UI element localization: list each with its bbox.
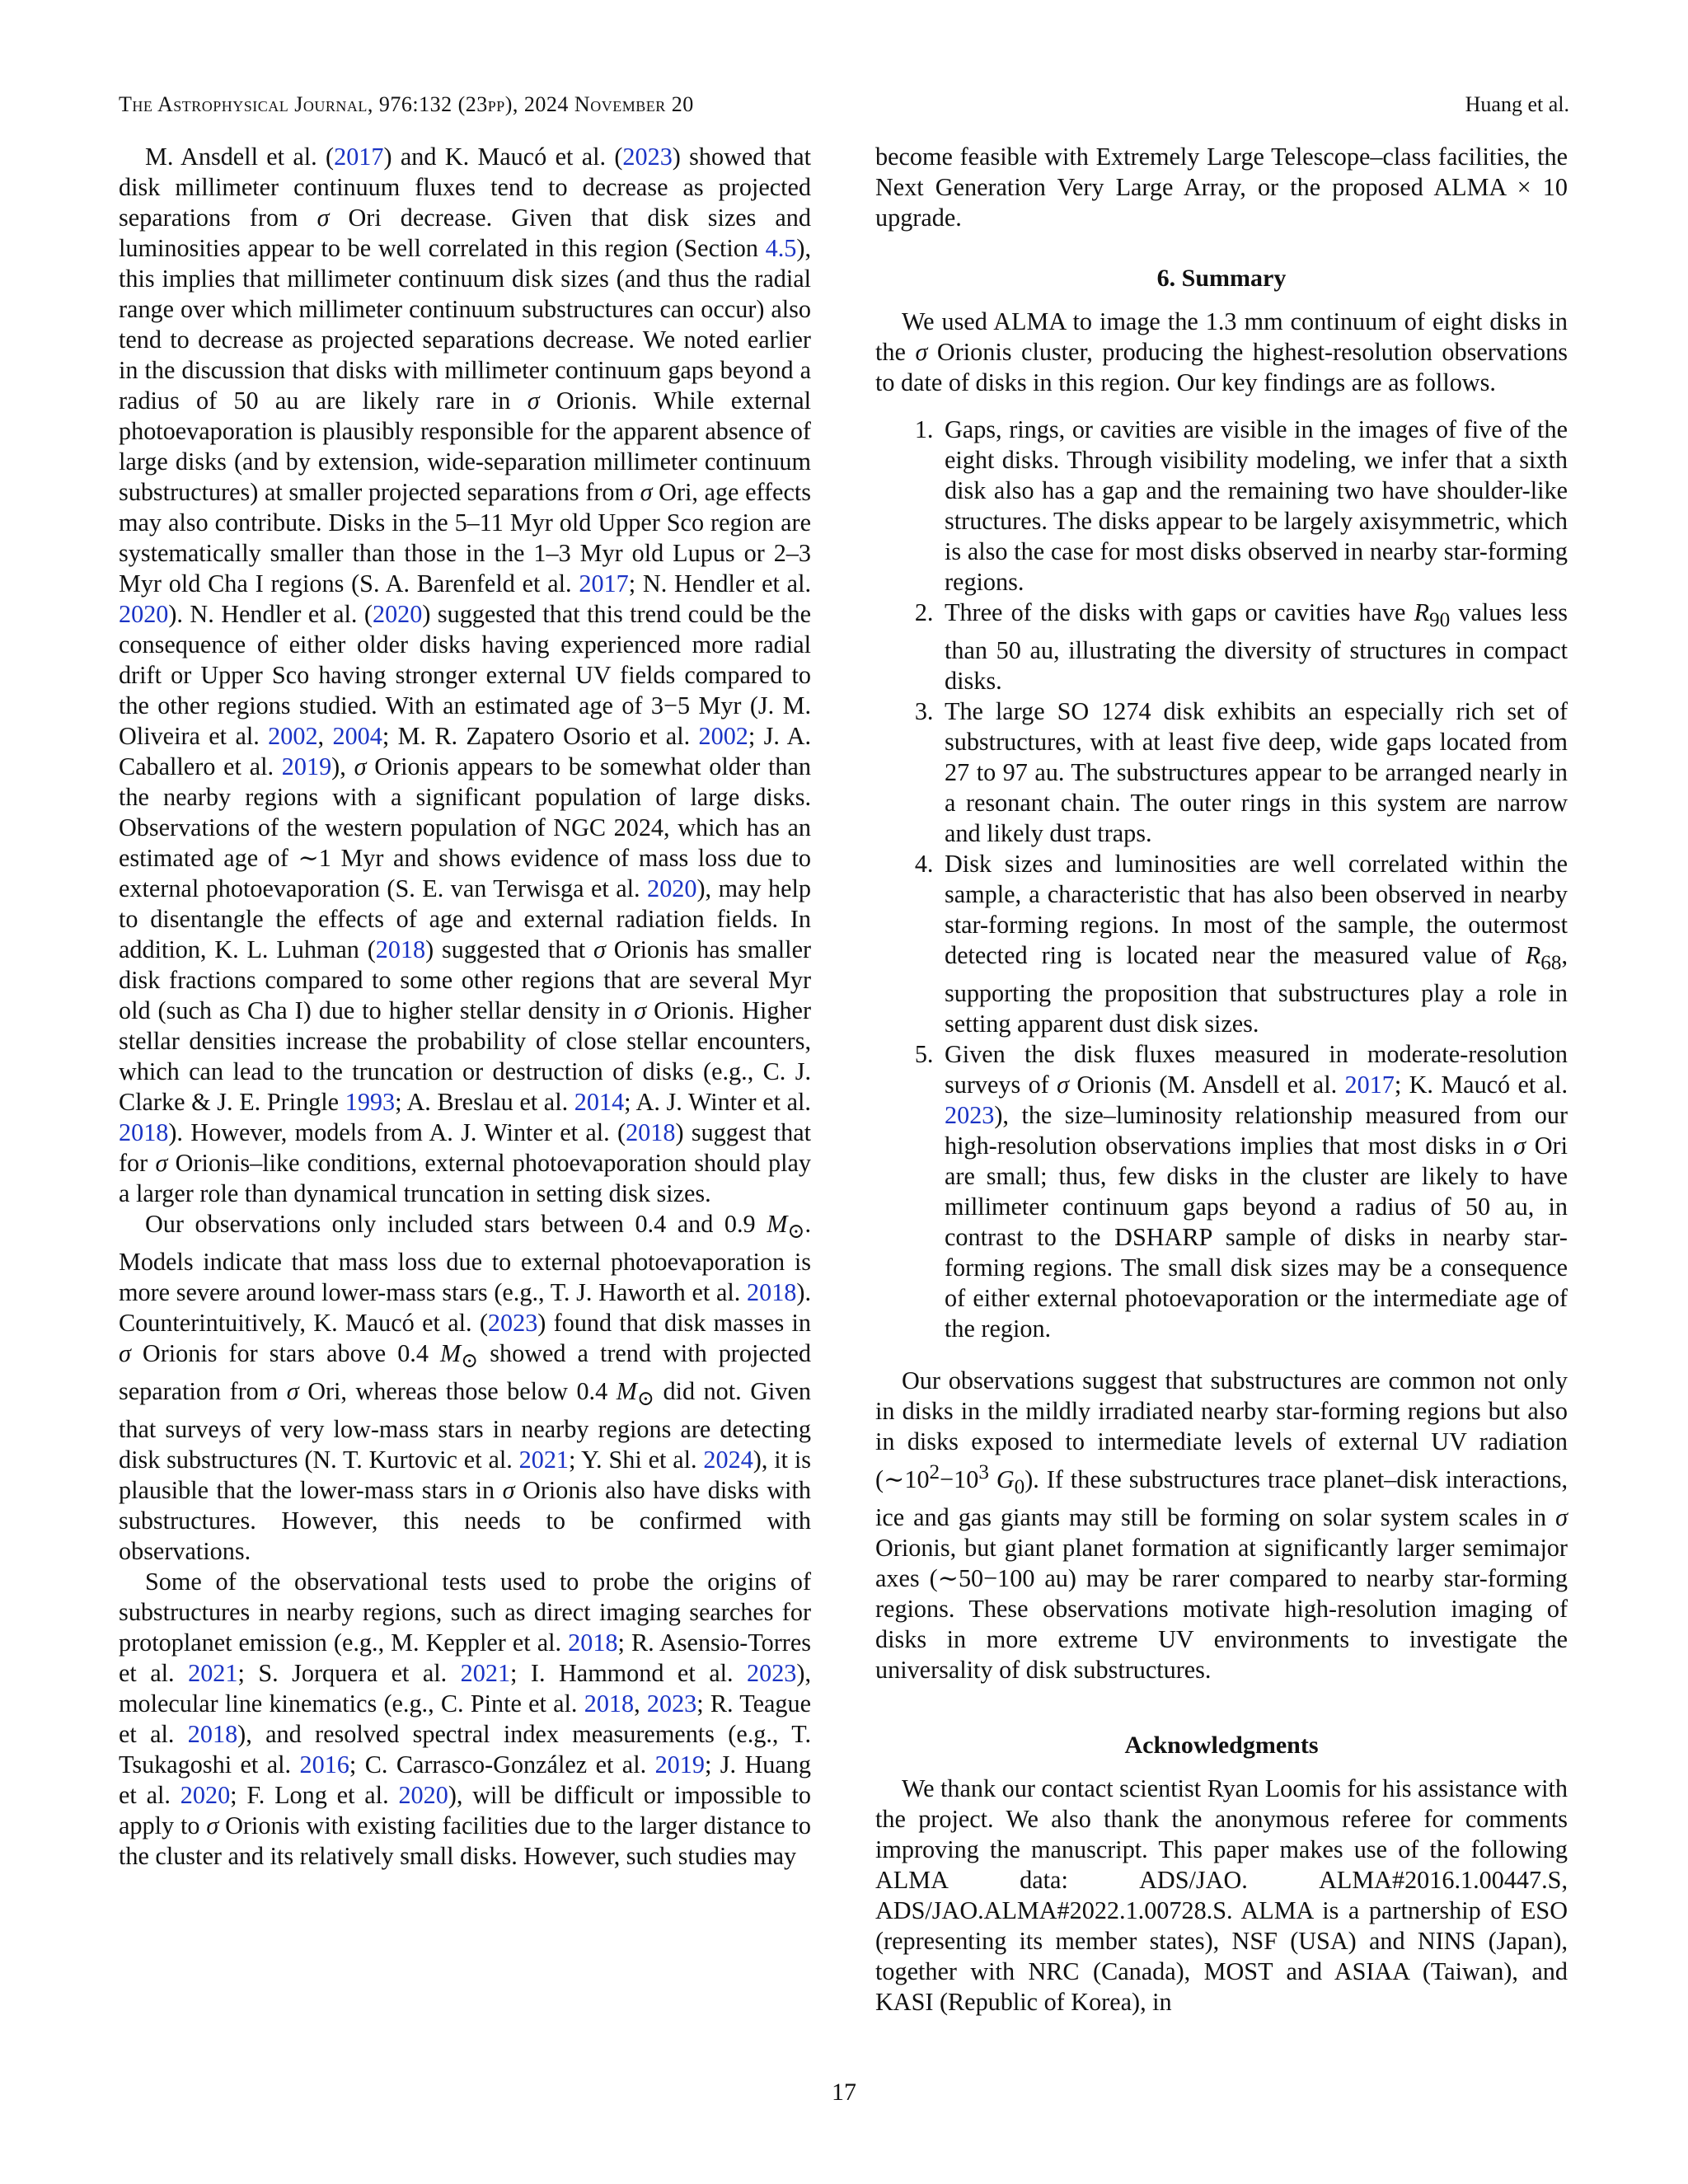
citation-link[interactable]: 2018 — [747, 1278, 797, 1307]
citation-link[interactable]: 2021 — [188, 1659, 238, 1688]
paragraph: become feasible with Extremely Large Telescope–class facilities, the Next Generation Very Large Array, or the proposed ALMA × 10 upgrade. — [875, 143, 1568, 232]
citation-link[interactable]: 2023 — [487, 1309, 538, 1338]
list-item: 5. Given the disk fluxes measured in moderate-resolution surveys of σ Orionis (M. Ansdell et al. 2017; K. Maucó et al. 2023), the size–luminosity relationship measured from our high-resolution observations implies that most disks in σ Ori are small; thus, few disks in the cluster are likely to have millimeter continuum gaps beyond a radius of 50 au, in contrast to the DSHARP sample of disks in nearby star-forming regions. The small disk sizes may be a consequence of either external photoevaporation or the intermediate age of the region. — [940, 1039, 1568, 1344]
citation-link[interactable]: 2017 — [334, 143, 384, 171]
citation-link[interactable]: 2002 — [268, 722, 318, 750]
citation-link[interactable]: 2024 — [703, 1446, 753, 1474]
citation-link[interactable]: 2020 — [372, 600, 423, 628]
citation-link[interactable]: 2023 — [945, 1101, 995, 1130]
citation-link[interactable]: 2017 — [1344, 1071, 1395, 1099]
citation-link[interactable]: 2023 — [646, 1690, 697, 1718]
citation-link[interactable]: 2021 — [460, 1659, 511, 1688]
citation-link[interactable]: 2017 — [579, 569, 629, 598]
section-heading-summary: 6. Summary — [1156, 265, 1287, 292]
citation-link[interactable]: 2018 — [584, 1690, 635, 1718]
citation-link[interactable]: 2004 — [332, 722, 382, 750]
list-item: 1. Gaps, rings, or cavities are visible in the images of five of the eight disks. Through visibility modeling, we infer that a sixth disk also has a gap and the remaining two have shoulder-like structures. The disks appear to be largely axisymmetric, which is also the case for most disks observed in nearby star-forming regions. — [940, 415, 1568, 598]
citation-link[interactable]: 2014 — [574, 1088, 625, 1116]
citation-link[interactable]: 2018 — [568, 1629, 618, 1657]
list-item: 2. Three of the disks with gaps or cavities have $R_{90}$ values less than 50 au, illustrating the diversity of structures in compact disks. — [940, 598, 1568, 696]
list-item: 4. Disk sizes and luminosities are well correlated within the sample, a characteristic that has also been observed in nearby star-forming regions. In most of the sample, the outermost detected ring is located near the measured value of $R_{68}$, supporting the proposition that substructures play a role in setting apparent dust disk sizes. — [940, 849, 1568, 1039]
list-item: 3. The large SO 1274 disk exhibits an especially rich set of substructures, with at least five deep, wide gaps located from 27 to 97 au. The substructures appear to be arranged nearly in a resonant chain. The outer rings in this system are narrow and likely dust traps. — [940, 696, 1568, 849]
citation-link[interactable]: 2018 — [375, 935, 426, 963]
citation-link[interactable]: 2020 — [398, 1781, 448, 1810]
findings-list — [875, 415, 1568, 1344]
page-number: 17 — [832, 2079, 856, 2106]
citation-link[interactable]: 2020 — [647, 874, 697, 902]
left-column — [119, 142, 811, 1872]
paragraph: Our observations suggest that substructures are common not only in disks in the mildly irradiated nearby star-forming regions but also in disks exposed to intermediate levels of external UV radiation ($\sim 10^2-10^3$ $G_0$). If these substructures trace planet–disk interactions, ice and gas giants may still be forming on solar system scales in σ Orionis, but giant planet formation at significantly larger semimajor axes (∼50−100 au) may be rarer compared to nearby star-forming regions. These observations motivate high-resolution imaging of disks in more extreme UV environments to investigate the universality of disk substructures. — [875, 1366, 1568, 1685]
citation-link[interactable]: 2019 — [654, 1750, 705, 1779]
citation-link[interactable]: 2023 — [747, 1659, 797, 1688]
running-header — [119, 92, 1569, 125]
paragraph: Our observations only included stars between 0.4 and 0.9 $M_⊙$. Models indicate that mass loss due to external photoevaporation is more severe around lower-mass stars (e.g., T. J. Haworth et al. 2018). Counterintuitively, K. Maucó et al. (2023) found that disk masses in σ Orionis for stars above 0.4 $M_⊙$ showed a trend with projected separation from σ Ori, whereas those below 0.4 $M_⊙$ did not. Given that surveys of very low-mass stars in nearby regions are detecting disk substructures (N. T. Kurtovic et al. 2021; Y. Shi et al. 2024), it is plausible that the lower-mass stars in σ Orionis also have disks with substructures. However, this needs to be confirmed with observations. — [119, 1210, 812, 1566]
citation-link[interactable]: 2019 — [281, 752, 332, 780]
citation-link[interactable]: 2020 — [180, 1781, 231, 1810]
paragraph: Some of the observational tests used to probe the origins of substructures in nearby regions, such as direct imaging searches for protoplanet emission (e.g., M. Keppler et al. 2018; R. Asensio-Torres et al. 2021; S. Jorquera et al. 2021; I. Hammond et al. 2023), molecular line kinematics (e.g., C. Pinte et al. 2018, 2023; R. Teague et al. 2018), and resolved spectral index measurements (e.g., T. Tsukagoshi et al. 2016; C. Carrasco-González et al. 2019; J. Huang et al. 2020; F. Long et al. 2020), will be difficult or impossible to apply to σ Orionis with existing facilities due to the larger distance to the cluster and its relatively small disks. However, such studies may — [119, 1568, 812, 1871]
citation-link[interactable]: 2018 — [626, 1118, 676, 1146]
citation-link[interactable]: 2018 — [119, 1118, 169, 1146]
citation-link[interactable]: 2018 — [187, 1720, 238, 1749]
right-column — [875, 142, 1568, 2018]
citation-link[interactable]: 1993 — [345, 1088, 396, 1116]
running-authors: Huang et al. — [1465, 92, 1569, 116]
paragraph: We used ALMA to image the 1.3 mm continuum of eight disks in the σ Orionis cluster, producing the highest-resolution observations to date of disks in this region. Our key findings are as follows. — [875, 307, 1568, 396]
journal-citation: The Astrophysical Journal, 976:132 (23pp), 2024 November 20 — [119, 92, 694, 116]
citation-link[interactable]: 2023 — [622, 143, 673, 171]
section-link[interactable]: 4.5 — [765, 234, 797, 262]
citation-link[interactable]: 2021 — [518, 1446, 570, 1474]
citation-link[interactable]: 2016 — [299, 1750, 349, 1779]
citation-link[interactable]: 2020 — [119, 600, 169, 628]
section-heading-acknowledgments: Acknowledgments — [1124, 1732, 1319, 1760]
paragraph: We thank our contact scientist Ryan Loomis for his assistance with the project. We also thank the anonymous referee for comments improving the manuscript. This paper makes use of the following ALMA data: ADS/JAO. ALMA#2016.1.00447.S, ADS/JAO.ALMA#2022.1.00728.S. ALMA is a partnership of ESO (representing its member states), NSF (USA) and NINS (Japan), together with NRC (Canada), MOST and ASIAA (Taiwan), and KASI (Republic of Korea), in — [875, 1774, 1568, 2017]
paragraph: M. Ansdell et al. (2017) and K. Maucó et al. (2023) showed that disk millimeter continuum fluxes tend to decrease as projected separations from σ Ori decrease. Given that disk sizes and luminosities appear to be well correlated in this region (Section 4.5), this implies that millimeter continuum disk sizes (and thus the radial range over which millimeter continuum substructures can occur) also tend to decrease as projected separations decrease. We noted earlier in the discussion that disks with millimeter continuum gaps beyond a radius of 50 au are likely rare in σ Orionis. While external photoevaporation is plausibly responsible for the apparent absence of large disks (and by extension, wide-separation millimeter continuum substructures) at smaller projected separations from σ Ori, age effects may also contribute. Disks in the 5–11 Myr old Upper Sco region are systematically smaller than those in the 1–3 Myr old Lupus or 2–3 Myr old Cha I regions (S. A. Barenfeld et al. 2017; N. Hendler et al. 2020). N. Hendler et al. (2020) suggested that this trend could be the consequence of either older disks having experienced more radial drift or Upper Sco having stronger external UV fields compared to the other regions studied. With an estimated age of 3−5 Myr (J. M. Oliveira et al. 2002, 2004; M. R. Zapatero Osorio et al. 2002; J. A. Caballero et al. 2019), σ Orionis appears to be somewhat older than the nearby regions with a significant population of large disks. Observations of the western population of NGC 2024, which has an estimated age of ∼1 Myr and shows evidence of mass loss due to external photoevaporation (S. E. van Terwisga et al. 2020), may help to disentangle the effects of age and external radiation fields. In addition, K. L. Luhman (2018) suggested that σ Orionis has smaller disk fractions compared to some other regions that are several Myr old (such as Cha I) due to higher stellar density in σ Orionis. Higher stellar densities increase the probability of close stellar encounters, which can lead to the truncation or destruction of disks (e.g., C. J. Clarke & J. E. Pringle 1993; A. Breslau et al. 2014; A. J. Winter et al. 2018). However, models from A. J. Winter et al. (2018) suggest that for σ Orionis–like conditions, external photoevaporation should play a larger role than dynamical truncation in setting disk sizes. — [119, 143, 812, 1207]
citation-link[interactable]: 2002 — [698, 722, 748, 750]
